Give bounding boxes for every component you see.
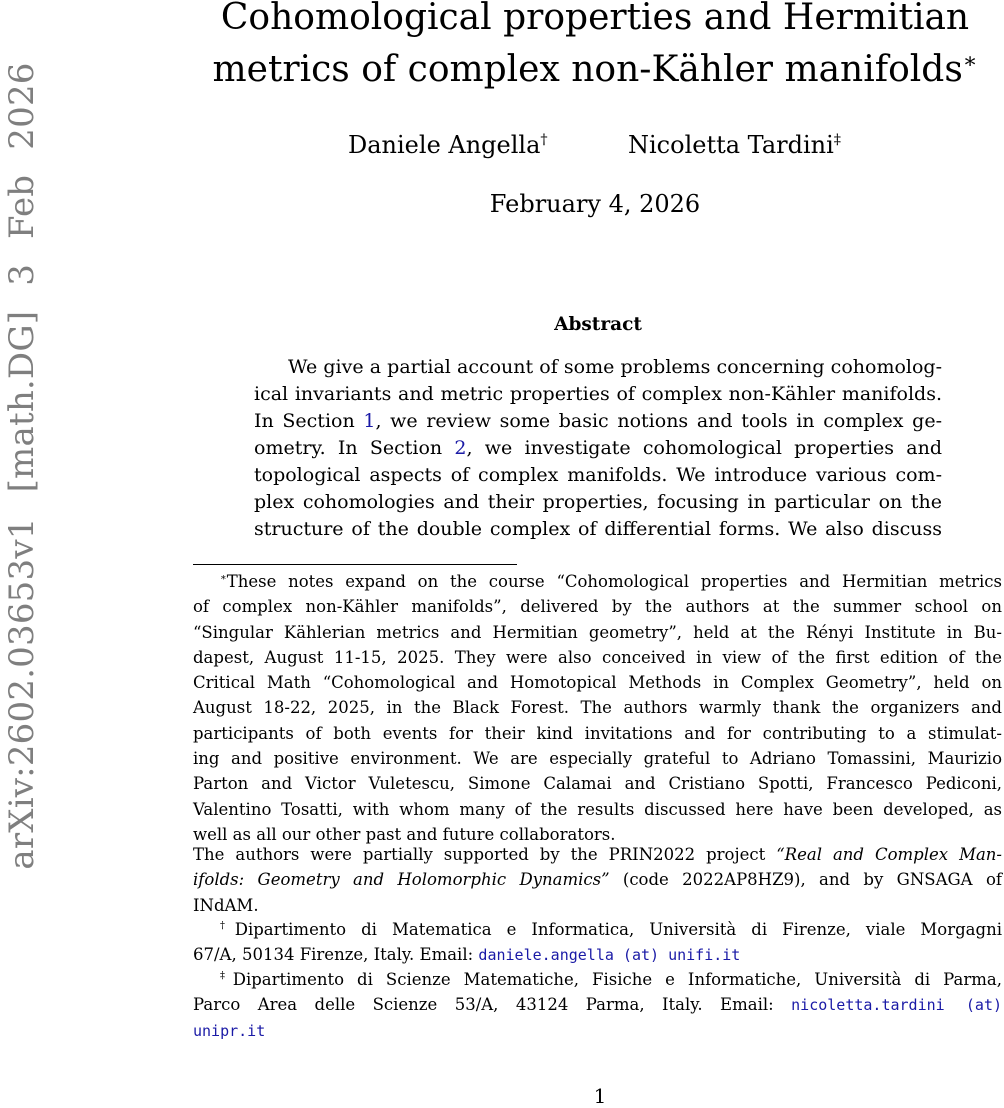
- abstract-heading: Abstract: [554, 314, 642, 335]
- footnote-line: The authors were partially supported by the PRIN2022 project “Real and Complex Man-: [193, 845, 1002, 864]
- section-1-link[interactable]: 1: [363, 410, 376, 432]
- footnote-line: ifolds: Geometry and Holomorphic Dynamics” (code 2022AP8HZ9), and by GNSAGA of: [193, 870, 1002, 890]
- abstract-line: ical invariants and metric properties of complex non-Kähler manifolds.: [254, 383, 942, 405]
- abstract-line: ometry. In Section 2, we investigate cohomological properties and: [254, 437, 942, 459]
- email-link-angella[interactable]: daniele.angella (at) unifi.it: [478, 946, 741, 965]
- email-link-tardini[interactable]: nicoletta.tardini (at): [791, 996, 1003, 1015]
- footnote-line: Critical Math “Cohomological and Homotopical Methods in Complex Geometry”, held on: [193, 673, 1002, 693]
- footnote-line: ∗These notes expand on the course “Cohomological properties and Hermitian metrics: [220, 572, 1002, 591]
- footnote-star-mark: ∗: [220, 572, 227, 584]
- footnote-line: INdAM.: [193, 895, 259, 915]
- paper-title-line-2: metrics of complex non-Kähler manifolds∗: [212, 49, 978, 90]
- footnote-line: [193, 1018, 1002, 1043]
- arxiv-identifier-stamp: arXiv:2602.03653v1 [math.DG] 3 Feb 2026: [2, 62, 42, 870]
- page-number: 1: [593, 1084, 607, 1108]
- abstract-line: plex cohomologies and their properties, focusing in particular on the: [254, 491, 942, 513]
- footnote-line: ing and positive environment. We are especially grateful to Adriano Tomassini, Maurizio: [193, 749, 1002, 769]
- abstract-body: [254, 354, 942, 543]
- footnote-affiliation-tardini: [193, 967, 1002, 1043]
- footnote-line: of complex non-Kähler manifolds”, delivered by the authors at the summer school on: [193, 597, 1002, 617]
- footnote-line: Valentino Tosatti, with whom many of the results discussed here have been developed, as: [193, 799, 1002, 819]
- footnote-line: “Singular Kählerian metrics and Hermitian geometry”, held at the Rényi Institute in Bu-: [193, 622, 1002, 642]
- abstract-line: topological aspects of complex manifolds. We introduce various com-: [254, 464, 942, 486]
- title-footnote-mark[interactable]: ∗: [962, 49, 978, 74]
- footnote-funding: [193, 842, 1002, 918]
- footnote-line: Parton and Victor Vuletescu, Simone Calamai and Cristiano Spotti, Francesco Pediconi,: [193, 774, 1002, 794]
- footnote-line: Parco Area delle Scienze 53/A, 43124 Parma, Italy. Email: nicoletta.tardini (at): [193, 995, 1003, 1015]
- footnote-course-notes: [193, 569, 1002, 847]
- publication-date: February 4, 2026: [489, 190, 701, 218]
- author-daniele-angella: Daniele Angella†: [348, 131, 548, 159]
- footnote-line: participants of both events for their kind invitations and for contributing to a stimulat-: [193, 723, 1002, 743]
- paper-title-line-1: Cohomological properties and Hermitian: [220, 0, 970, 38]
- abstract-line: We give a partial account of some problems concerning cohomolog-: [288, 356, 942, 378]
- abstract-line: structure of the double complex of differential forms. We also discuss: [254, 518, 942, 540]
- author-nicoletta-tardini: Nicoletta Tardini‡: [628, 131, 841, 159]
- footnote-affiliation-angella: [193, 917, 1002, 968]
- email-link-tardini-continued[interactable]: unipr.it: [193, 1021, 266, 1040]
- footnote-line: ‡Dipartimento di Scienze Matematiche, Fisiche e Informatiche, Università di Parma,: [220, 970, 1002, 989]
- footnote-line: †Dipartimento di Matematica e Informatica, Università di Firenze, viale Morgagni: [220, 920, 1002, 939]
- footnote-line: August 18-22, 2025, in the Black Forest. The authors warmly thank the organizers and: [193, 698, 1002, 718]
- abstract-line: In Section 1, we review some basic notions and tools in complex ge-: [254, 410, 942, 432]
- footnote-separator: [193, 564, 517, 565]
- footnote-dagger-mark: †: [220, 920, 235, 932]
- author-2-footnote-mark[interactable]: ‡: [833, 132, 841, 148]
- footnote-ddagger-mark: ‡: [220, 970, 233, 982]
- footnote-line: dapest, August 11-15, 2025. They were also conceived in view of the first edition of the: [193, 647, 1002, 667]
- footnote-line: well as all our other past and future collaborators.: [193, 824, 616, 844]
- section-2-link[interactable]: 2: [454, 437, 467, 459]
- author-1-footnote-mark[interactable]: †: [540, 132, 548, 148]
- footnote-line: 67/A, 50134 Firenze, Italy. Email: daniele.angella (at) unifi.it: [193, 945, 741, 965]
